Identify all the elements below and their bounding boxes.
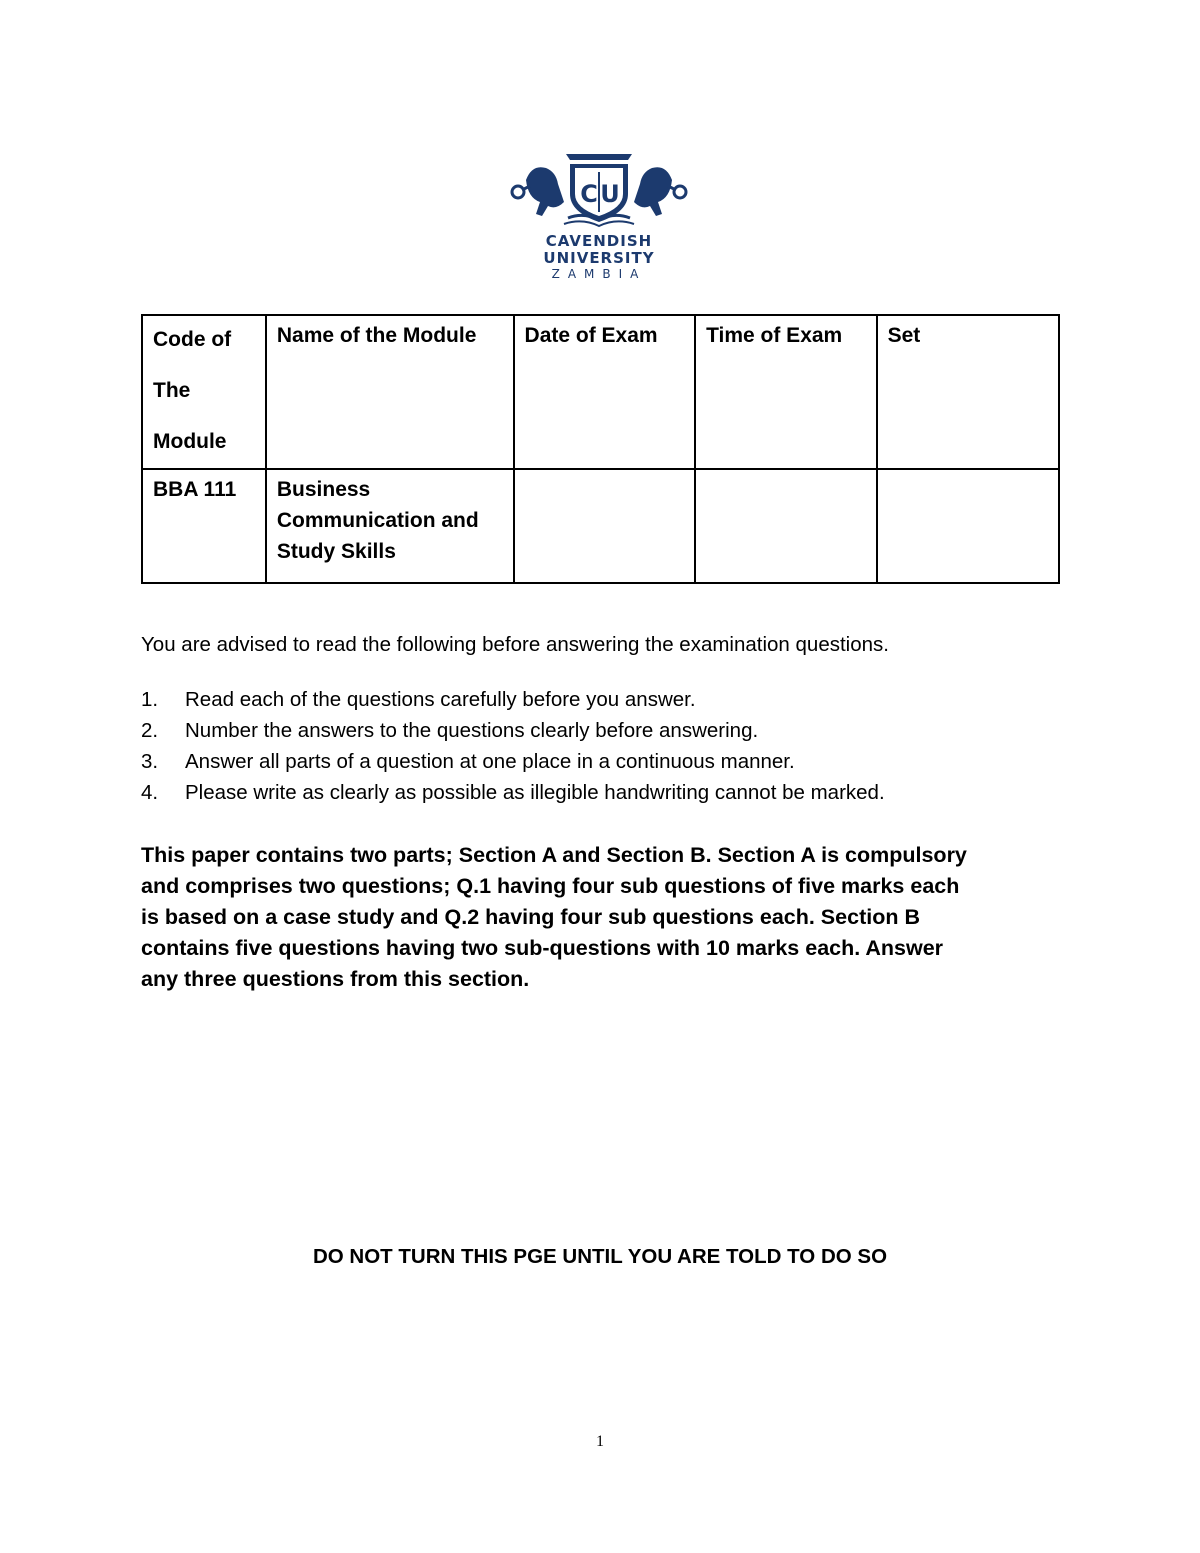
paragraph-line: This paper contains two parts; Section A and Section B. Section A is compulsory [141,843,967,867]
header-code-line-3: Module [153,430,227,453]
list-item [141,777,885,808]
list-item-number: 3. [141,750,159,773]
logo-line-1: CAVENDISH [545,232,653,250]
list-item-text: Answer all parts of a question at one place in a continuous manner. [185,750,795,773]
module-name-line-2: Communication and [276,509,479,532]
module-name-line-1: Business [276,478,371,501]
logo-line-2: UNIVERSITY [543,249,655,267]
header-date-of-exam: Date of Exam [514,315,696,469]
logo-line-3: ZAMBIA [551,267,647,281]
list-item [141,715,885,746]
list-item-text: Please write as clearly as possible as illegible handwriting cannot be marked. [185,781,885,804]
page-number: 1 [596,1433,604,1450]
list-item-number: 1. [141,688,159,711]
header-code-line-2: The [153,379,191,402]
header-code-line-1: Code of [153,328,232,351]
do-not-turn-warning: DO NOT TURN THIS PGE UNTIL YOU ARE TOLD TO DO SO [312,1245,888,1268]
list-item-number: 4. [141,781,159,804]
university-logo [506,150,692,282]
list-item-text: Read each of the questions carefully before you answer. [185,688,696,711]
paragraph-line: is based on a case study and Q.2 having four sub questions each. Section B [141,905,920,929]
module-name-line-3: Study Skills [276,540,396,563]
cell-set [877,469,1059,583]
cell-module-code: BBA 111 [142,469,266,583]
header-time-of-exam: Time of Exam [695,315,877,469]
paragraph-line: contains five questions having two sub-questions with 10 marks each. Answer [141,936,944,960]
cell-module-name [266,469,514,583]
header-set: Set [877,315,1059,469]
cell-exam-time [695,469,877,583]
instructions-list [141,684,885,808]
list-item-text: Number the answers to the questions clearly before answering. [185,719,759,742]
paragraph-line: any three questions from this section. [141,967,530,991]
svg-text:C: C [580,180,598,208]
table-header-row [142,315,1059,469]
list-item-number: 2. [141,719,159,742]
table-row [142,469,1059,583]
list-item [141,684,885,715]
paragraph-line: and comprises two questions; Q.1 having four sub questions of five marks each [141,874,960,898]
list-item [141,746,885,777]
svg-text:U: U [600,180,620,208]
header-code-of-module [142,315,266,469]
university-crest-icon [506,150,692,232]
instructions-intro: You are advised to read the following before answering the examination questions. [141,633,889,656]
exam-info-table [141,314,1060,584]
header-module-name: Name of the Module [266,315,514,469]
paper-structure-paragraph [141,840,1066,995]
cell-exam-date [514,469,696,583]
